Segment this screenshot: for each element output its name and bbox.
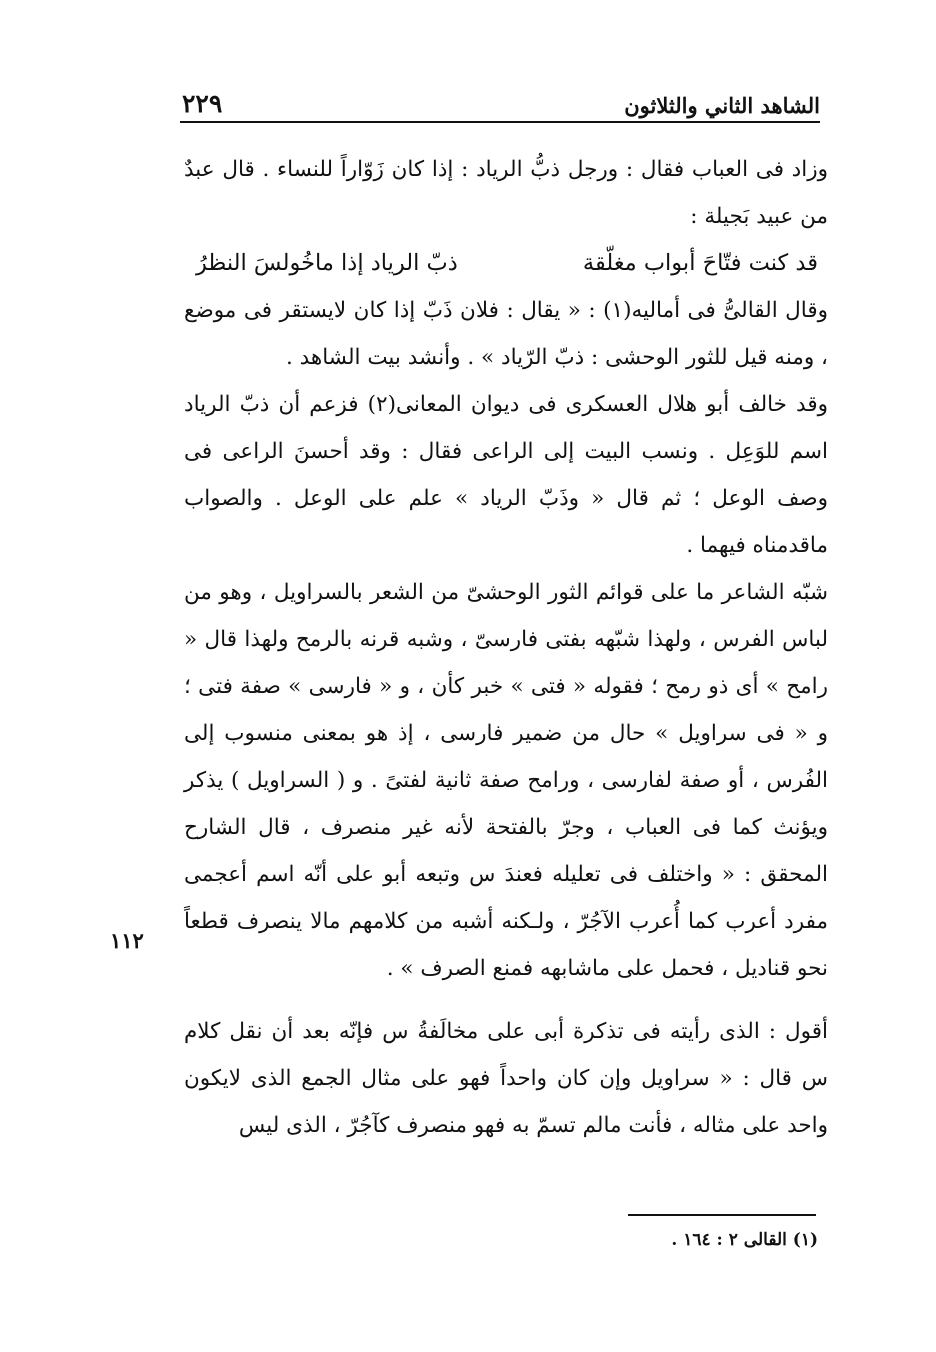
verse-first-hemistich: قد كنت فتّاحَ أبواب مغلّقة (582, 250, 818, 276)
header-rule (180, 121, 820, 123)
page-header (182, 76, 820, 118)
body-text (184, 146, 828, 1149)
footnote: (١) القالى ٢ : ١٦٤ . (671, 1230, 818, 1250)
paragraph-3: وقد خالف أبو هلال العسكرى فى ديوان المعانى(٢) فزعم أن ذبّ الرياد اسم للوَعِل . ونسب البيت إلى الراعى فقال : وقد أحسنَ الراعى فى وصف الوعل ؛ ثم قال « وذَبّ الرياد » علم على الوعل . والصواب ماقدمناه فيهما . (184, 392, 828, 558)
margin-number: ١١٢ (110, 928, 144, 953)
footnote-rule (628, 1214, 816, 1216)
paragraph-1: وزاد فى العباب فقال : ورجل ذبُّ الرياد : إذا كان زَوّاراً للنساء . قال عبدٌ من عبيد بَجيلة : (184, 157, 828, 229)
page-number: ٢٢٩ (182, 89, 223, 118)
verse-second-hemistich: ذبّ الرياد إذا ماخُولسَ النظرُ (196, 250, 458, 276)
paragraph-5: أقول : الذى رأيته فى تذكرة أبى على مخالَفةُ س فإنّه بعد أن نقل كلام س قال : « سراويل وإن كان واحداً فهو على مثال الجمع الذى لايكون واحد على مثاله ، فأنت مالم تسمّ به فهو منصرف كآجُرّ ، الذى ليس (184, 1019, 828, 1138)
poem-verse (184, 240, 828, 287)
paragraph-gap (184, 992, 828, 1008)
paragraph-4: شبّه الشاعر ما على قوائم الثور الوحشىّ من الشعر بالسراويل ، وهو من لباس الفرس ، ولهذا شبّهه بفتى فارسىّ ، وشبه قرنه بالرمح ولهذا قال « رامح » أى ذو رمح ؛ فقوله « فتى » خبر كأن ، و « فارسى » صفة فتى ؛ و « فى سراويل » حال من ضمير فارسى ، إذ هو بمعنى منسوب إلى الفُرس ، أو صفة لفارسى ، ورامح صفة ثانية لفتىً . و ( السراويل ) يذكر ويؤنث كما فى العباب ، وجرّ بالفتحة لأنه غير منصرف ، قال الشارح المحقق : « واختلف فى تعليله فعندَ س وتبعه أبو على أنّه اسم أعجمى مفرد أعرب كما أُعرب الآجُرّ ، ولـكنه أشبه من كلامهم مالا ينصرف قطعاً نحو قناديل ، فحمل على ماشابهه فمنع الصرف » . (184, 580, 828, 981)
paragraph-2: وقال القالىُّ فى أماليه(١) : « يقال : فلان ذَبّ إذا كان لايستقر فى موضع ، ومنه قيل للثور الوحشى : ذبّ الرّياد » . وأنشد بيت الشاهد . (184, 298, 828, 370)
running-title: الشاهد الثاني والثلاثون (624, 93, 820, 118)
